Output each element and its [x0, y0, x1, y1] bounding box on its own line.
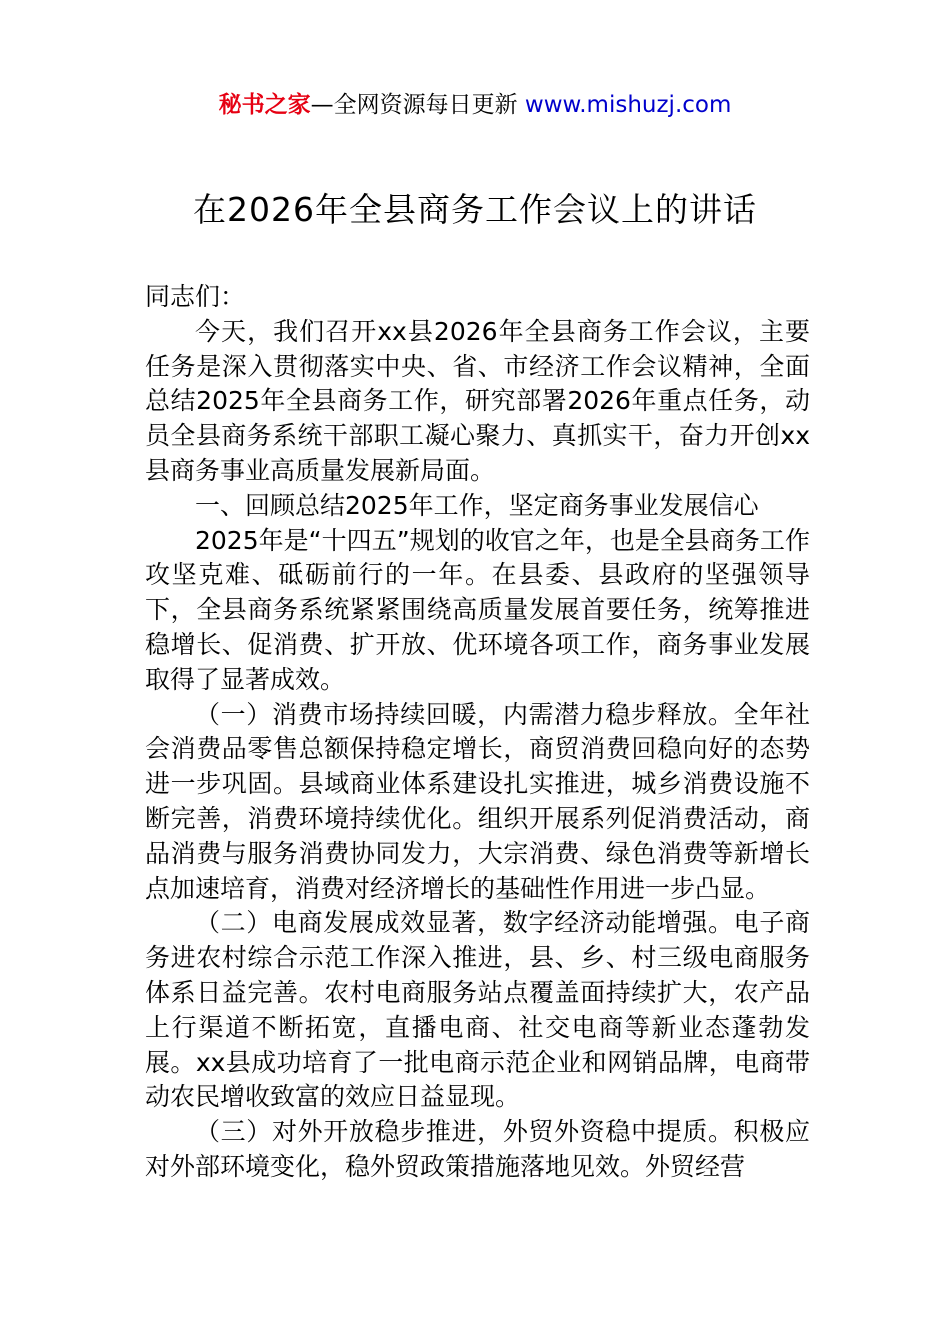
- paragraph: （一）消费市场持续回暖，内需潜力稳步释放。全年社会消费品零售总额保持稳定增长，商贸消费回稳向好的态势进一步巩固。县域商业体系建设扎实推进，城乡消费设施不断完善，消费环境持续优化。组织开展系列促消费活动，商品消费与服务消费协同发力，大宗消费、绿色消费等新增长点加速培育，消费对经济增长的基础性作用进一步凸显。: [145, 699, 810, 903]
- document-title: 在2026年全县商务工作会议上的讲话: [193, 190, 757, 229]
- paragraph: 2025年是“十四五”规划的收官之年，也是全县商务工作攻坚克难、砥砺前行的一年。在县委、县政府的坚强领导下，全县商务系统紧紧围绕高质量发展首要任务，统筹推进稳增长、促消费、扩开放、优环境各项工作，商务事业发展取得了显著成效。: [145, 525, 810, 694]
- brand-name: 秘书之家: [218, 92, 311, 118]
- paragraph-intro: 今天，我们召开xx县2026年全县商务工作会议，主要任务是深入贯彻落实中央、省、市经济工作会议精神，全面总结2025年全县商务工作，研究部署2026年重点任务，动员全县商务系统干部职工凝心聚力、真抓实干，奋力开创xx县商务事业高质量发展新局面。: [145, 316, 810, 485]
- paragraph: （三）对外开放稳步推进，外贸外资稳中提质。积极应对外部环境变化，稳外贸政策措施落地见效。外贸经营: [145, 1117, 810, 1181]
- site-url-link[interactable]: www.mishuzj.com: [524, 92, 732, 118]
- paragraph: （二）电商发展成效显著，数字经济动能增强。电子商务进农村综合示范工作深入推进，县、乡、村三级电商服务体系日益完善。农村电商服务站点覆盖面持续扩大，农产品上行渠道不断拓宽，直播电商、社交电商等新业态蓬勃发展。xx县成功培育了一批电商示范企业和网销品牌，电商带动农民增收致富的效应日益显现。: [145, 908, 810, 1112]
- document-body: [145, 280, 810, 1185]
- section-heading: 一、回顾总结2025年工作，坚定商务事业发展信心: [195, 490, 759, 520]
- header-tagline: —全网资源每日更新: [310, 92, 518, 118]
- salutation: 同志们：: [145, 282, 246, 311]
- site-header: [0, 88, 950, 122]
